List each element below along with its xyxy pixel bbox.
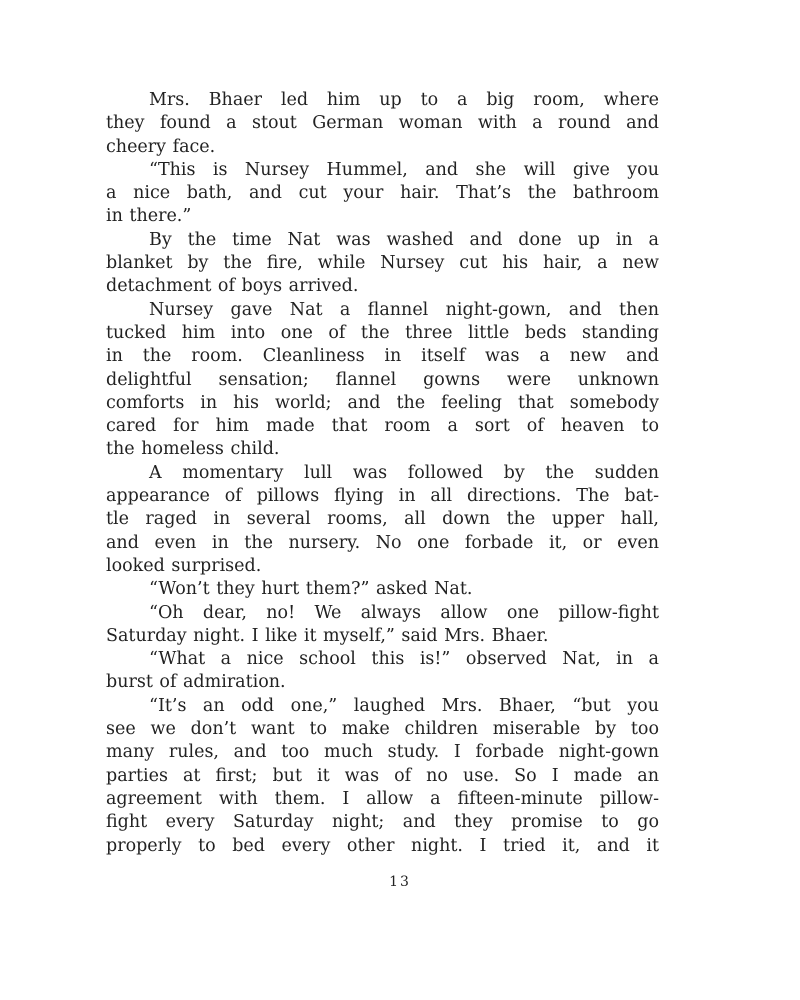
- text-line: Saturday night. I like it myself,” said Mrs. Bhaer.: [106, 625, 549, 646]
- text-line: looked surprised.: [106, 555, 262, 576]
- text-line: they found a stout German woman with a round and: [106, 113, 659, 134]
- text-line: Nursey gave Nat a flannel night-gown, and then: [149, 299, 659, 320]
- text-line: many rules, and too much study. I forbade night-gown: [106, 742, 659, 763]
- text-line: “This is Nursey Hummel, and she will give you: [149, 159, 659, 180]
- text-line: the homeless child.: [106, 439, 280, 460]
- text-line: in the room. Cleanliness in itself was a new and: [106, 346, 659, 367]
- text-line: appearance of pillows flying in all directions. The bat-: [106, 486, 659, 507]
- text-line: agreement with them. I allow a fifteen-minute pillow-: [106, 788, 659, 809]
- text-line: fight every Saturday night; and they promise to go: [106, 812, 659, 833]
- text-line: properly to bed every other night. I tried it, and it: [106, 835, 659, 856]
- text-line: cared for him made that room a sort of heaven to: [106, 416, 659, 437]
- text-line: tucked him into one of the three little beds standing: [106, 322, 659, 343]
- text-line: comforts in his world; and the feeling that somebody: [106, 392, 659, 413]
- text-line: “Oh dear, no! We always allow one pillow-fight: [149, 602, 659, 623]
- text-line: detachment of boys arrived.: [106, 276, 359, 297]
- text-line: cheery face.: [106, 136, 216, 157]
- text-line: Mrs. Bhaer led him up to a big room, where: [149, 90, 659, 110]
- page-body: [106, 89, 659, 858]
- text-line: blanket by the fire, while Nursey cut his hair, a new: [106, 253, 659, 274]
- text-line: burst of admiration.: [106, 672, 286, 693]
- text-line: delightful sensation; flannel gowns were unknown: [106, 369, 659, 390]
- text-line: a nice bath, and cut your hair. That’s the bathroom: [106, 183, 659, 204]
- text-line: parties at first; but it was of no use. So I made an: [106, 765, 659, 786]
- text-line: A momentary lull was followed by the sudden: [149, 462, 659, 483]
- text-line: and even in the nursery. No one forbade it, or even: [106, 532, 659, 553]
- text-line: in there.”: [106, 206, 192, 227]
- text-line: tle raged in several rooms, all down the upper hall,: [106, 509, 659, 530]
- page-number: 13: [389, 874, 411, 890]
- text-line: see we don’t want to make children miserable by too: [106, 719, 659, 740]
- text-line: “Won’t they hurt them?” asked Nat.: [149, 579, 473, 600]
- text-line: “It’s an odd one,” laughed Mrs. Bhaer, “but you: [149, 695, 659, 716]
- text-line: By the time Nat was washed and done up in a: [149, 229, 659, 250]
- text-line: “What a nice school this is!” observed Nat, in a: [149, 649, 659, 670]
